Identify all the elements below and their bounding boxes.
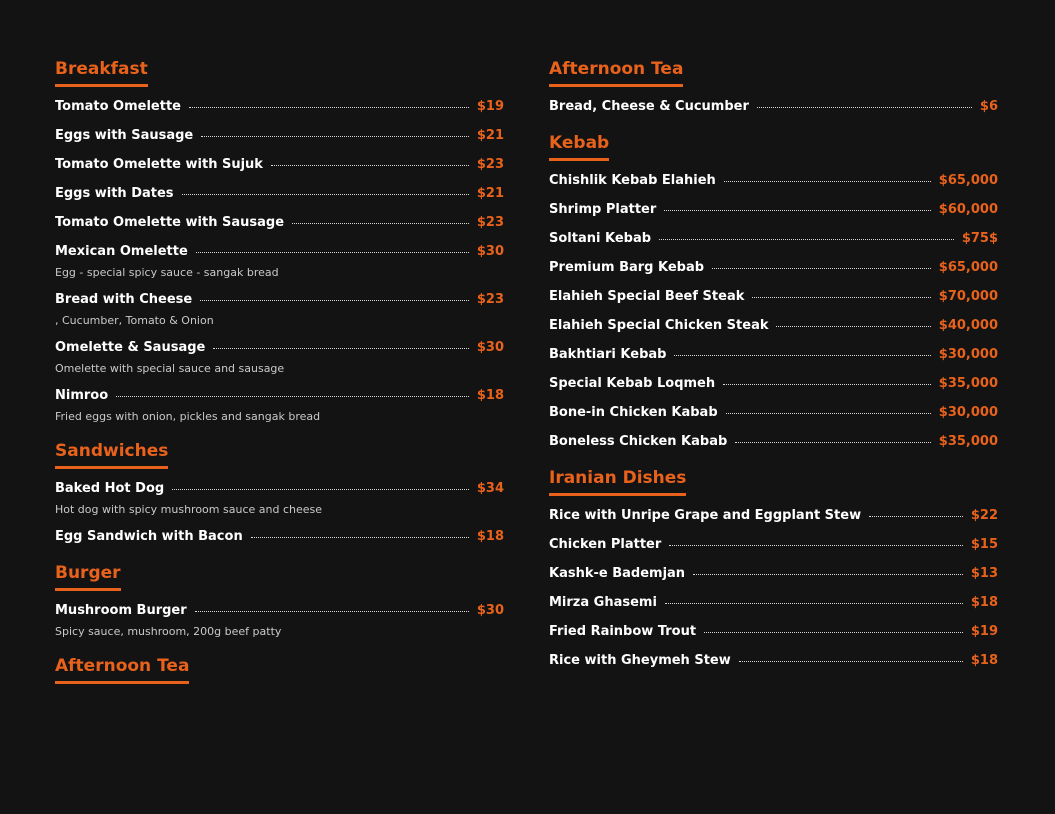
item-price: $6 [979,99,998,114]
item-price: $23 [476,157,504,172]
menu-item [549,171,998,190]
item-name: Mushroom Burger [55,603,187,618]
item-price: $34 [476,481,504,496]
menu-section-breakfast [55,58,504,424]
dotted-leader [669,545,963,546]
item-price: $15 [970,537,998,552]
menu-section-burger [55,562,504,639]
menu-item [549,316,998,335]
dotted-leader [735,442,931,443]
item-name: Mirza Ghasemi [549,595,657,610]
dotted-leader [665,603,963,604]
menu-item [549,287,998,306]
dotted-leader [674,355,930,356]
menu-item-row [549,506,998,525]
menu-item-row [55,338,504,357]
item-description: Hot dog with spicy mushroom sauce and cheese [55,503,323,516]
menu-item [55,386,504,424]
menu-item [549,229,998,248]
item-name: Kashk-e Bademjan [549,566,686,581]
menu-item [549,403,998,422]
dotted-leader [182,194,469,195]
item-price: $30,000 [938,405,998,420]
menu-section-iranian-dishes [549,467,998,670]
item-price: $19 [476,99,504,114]
item-price: $19 [970,624,998,639]
menu-item-row [55,527,504,546]
dotted-leader [213,348,469,349]
item-name: Omelette & Sausage [55,340,206,355]
menu-item [549,622,998,641]
item-name: Bakhtiari Kebab [549,347,667,362]
menu-item-row [549,316,998,335]
menu-item [55,338,504,376]
item-price: $18 [476,388,504,403]
menu-item [549,506,998,525]
menu-item-row [55,242,504,261]
menu-item [55,242,504,280]
item-price: $30,000 [938,347,998,362]
menu-item [55,479,504,517]
dotted-leader [726,413,931,414]
item-name: Egg Sandwich with Bacon [55,529,243,544]
item-price: $22 [970,508,998,523]
menu-item-row [549,229,998,248]
menu-section-kebab [549,132,998,451]
menu-column-right [549,58,998,686]
dotted-leader [189,107,469,108]
section-title: Breakfast [55,58,148,87]
section-title: Afternoon Tea [55,655,189,684]
item-name: Fried Rainbow Trout [549,624,697,639]
item-name: Eggs with Dates [55,186,174,201]
item-price: $18 [970,653,998,668]
menu-item [549,432,998,451]
menu-item-row [549,622,998,641]
menu-section-sandwiches [55,440,504,546]
section-title: Iranian Dishes [549,467,686,496]
dotted-leader [196,252,469,253]
dotted-leader [251,537,469,538]
dotted-leader [704,632,963,633]
dotted-leader [271,165,469,166]
menu-item-row [549,287,998,306]
menu-item [549,535,998,554]
section-title: Burger [55,562,121,591]
dotted-leader [116,396,469,397]
menu-column-left [55,58,504,710]
item-name: Baked Hot Dog [55,481,165,496]
menu-item [549,258,998,277]
menu-item-row [549,593,998,612]
item-price: $30 [476,340,504,355]
menu-item-row [55,479,504,498]
menu-item [549,564,998,583]
dotted-leader [712,268,931,269]
dotted-leader [195,611,469,612]
menu-item-row [55,126,504,145]
menu-item [55,527,504,546]
dotted-leader [172,489,469,490]
item-description: , Cucumber, Tomato & Onion [55,314,214,327]
item-price: $21 [476,128,504,143]
item-name: Shrimp Platter [549,202,657,217]
item-price: $75$ [961,231,998,246]
item-description: Egg - special spicy sauce - sangak bread [55,266,279,279]
menu-item [55,126,504,145]
item-name: Bread, Cheese & Cucumber [549,99,749,114]
dotted-leader [752,297,930,298]
menu-item [55,184,504,203]
item-price: $65,000 [938,260,998,275]
item-name: Nimroo [55,388,109,403]
menu-item [55,155,504,174]
item-name: Eggs with Sausage [55,128,194,143]
dotted-leader [659,239,954,240]
menu-item-row [549,200,998,219]
section-title: Kebab [549,132,609,161]
item-price: $18 [970,595,998,610]
menu-item-row [549,432,998,451]
item-name: Chicken Platter [549,537,662,552]
item-description: Spicy sauce, mushroom, 200g beef patty [55,625,282,638]
menu-item [55,601,504,639]
item-name: Rice with Unripe Grape and Eggplant Stew [549,508,862,523]
menu-section-afternoon-tea [55,655,504,694]
menu-item-row [549,403,998,422]
item-price: $23 [476,215,504,230]
item-price: $18 [476,529,504,544]
item-name: Tomato Omelette with Sujuk [55,157,263,172]
item-name: Elahieh Special Beef Steak [549,289,745,304]
dotted-leader [201,136,469,137]
item-name: Tomato Omelette [55,99,181,114]
menu-item [55,213,504,232]
item-name: Mexican Omelette [55,244,188,259]
dotted-leader [739,661,963,662]
dotted-leader [200,300,469,301]
item-price: $23 [476,292,504,307]
item-description: Fried eggs with onion, pickles and sangak bread [55,410,321,423]
menu-item-row [549,564,998,583]
menu-section-afternoon-tea [549,58,998,116]
menu-item [549,374,998,393]
item-price: $65,000 [938,173,998,188]
section-title: Afternoon Tea [549,58,683,87]
dotted-leader [664,210,931,211]
menu-item-row [549,171,998,190]
item-name: Elahieh Special Chicken Steak [549,318,769,333]
dotted-leader [723,384,931,385]
item-name: Rice with Gheymeh Stew [549,653,731,668]
item-name: Premium Barg Kebab [549,260,705,275]
menu-item-row [549,258,998,277]
dotted-leader [776,326,930,327]
item-name: Tomato Omelette with Sausage [55,215,285,230]
menu-item [549,593,998,612]
menu-item-row [55,155,504,174]
item-name: Soltani Kebab [549,231,652,246]
item-price: $30 [476,603,504,618]
dotted-leader [292,223,469,224]
menu-item-row [549,535,998,554]
item-price: $35,000 [938,434,998,449]
menu-item-row [55,97,504,116]
item-description: Omelette with special sauce and sausage [55,362,285,375]
menu-item-row [55,290,504,309]
menu-item-row [55,213,504,232]
item-price: $35,000 [938,376,998,391]
menu-item-row [55,184,504,203]
menu-item-row [549,97,998,116]
menu-item-row [549,651,998,670]
section-title: Sandwiches [55,440,168,469]
menu-item [549,97,998,116]
item-name: Bread with Cheese [55,292,193,307]
menu-item [549,200,998,219]
menu-item-row [55,386,504,405]
item-price: $60,000 [938,202,998,217]
menu-item [549,345,998,364]
item-name: Chishlik Kebab Elahieh [549,173,716,188]
dotted-leader [693,574,963,575]
item-name: Bone-in Chicken Kabab [549,405,718,420]
item-name: Boneless Chicken Kabab [549,434,728,449]
item-name: Special Kebab Loqmeh [549,376,716,391]
dotted-leader [757,107,972,108]
menu-item [549,651,998,670]
dotted-leader [724,181,931,182]
menu-item-row [55,601,504,620]
menu-item [55,97,504,116]
menu-item-row [549,345,998,364]
item-price: $13 [970,566,998,581]
item-price: $40,000 [938,318,998,333]
menu-item [55,290,504,328]
menu-item-row [549,374,998,393]
item-price: $21 [476,186,504,201]
item-price: $30 [476,244,504,259]
item-price: $70,000 [938,289,998,304]
dotted-leader [869,516,963,517]
